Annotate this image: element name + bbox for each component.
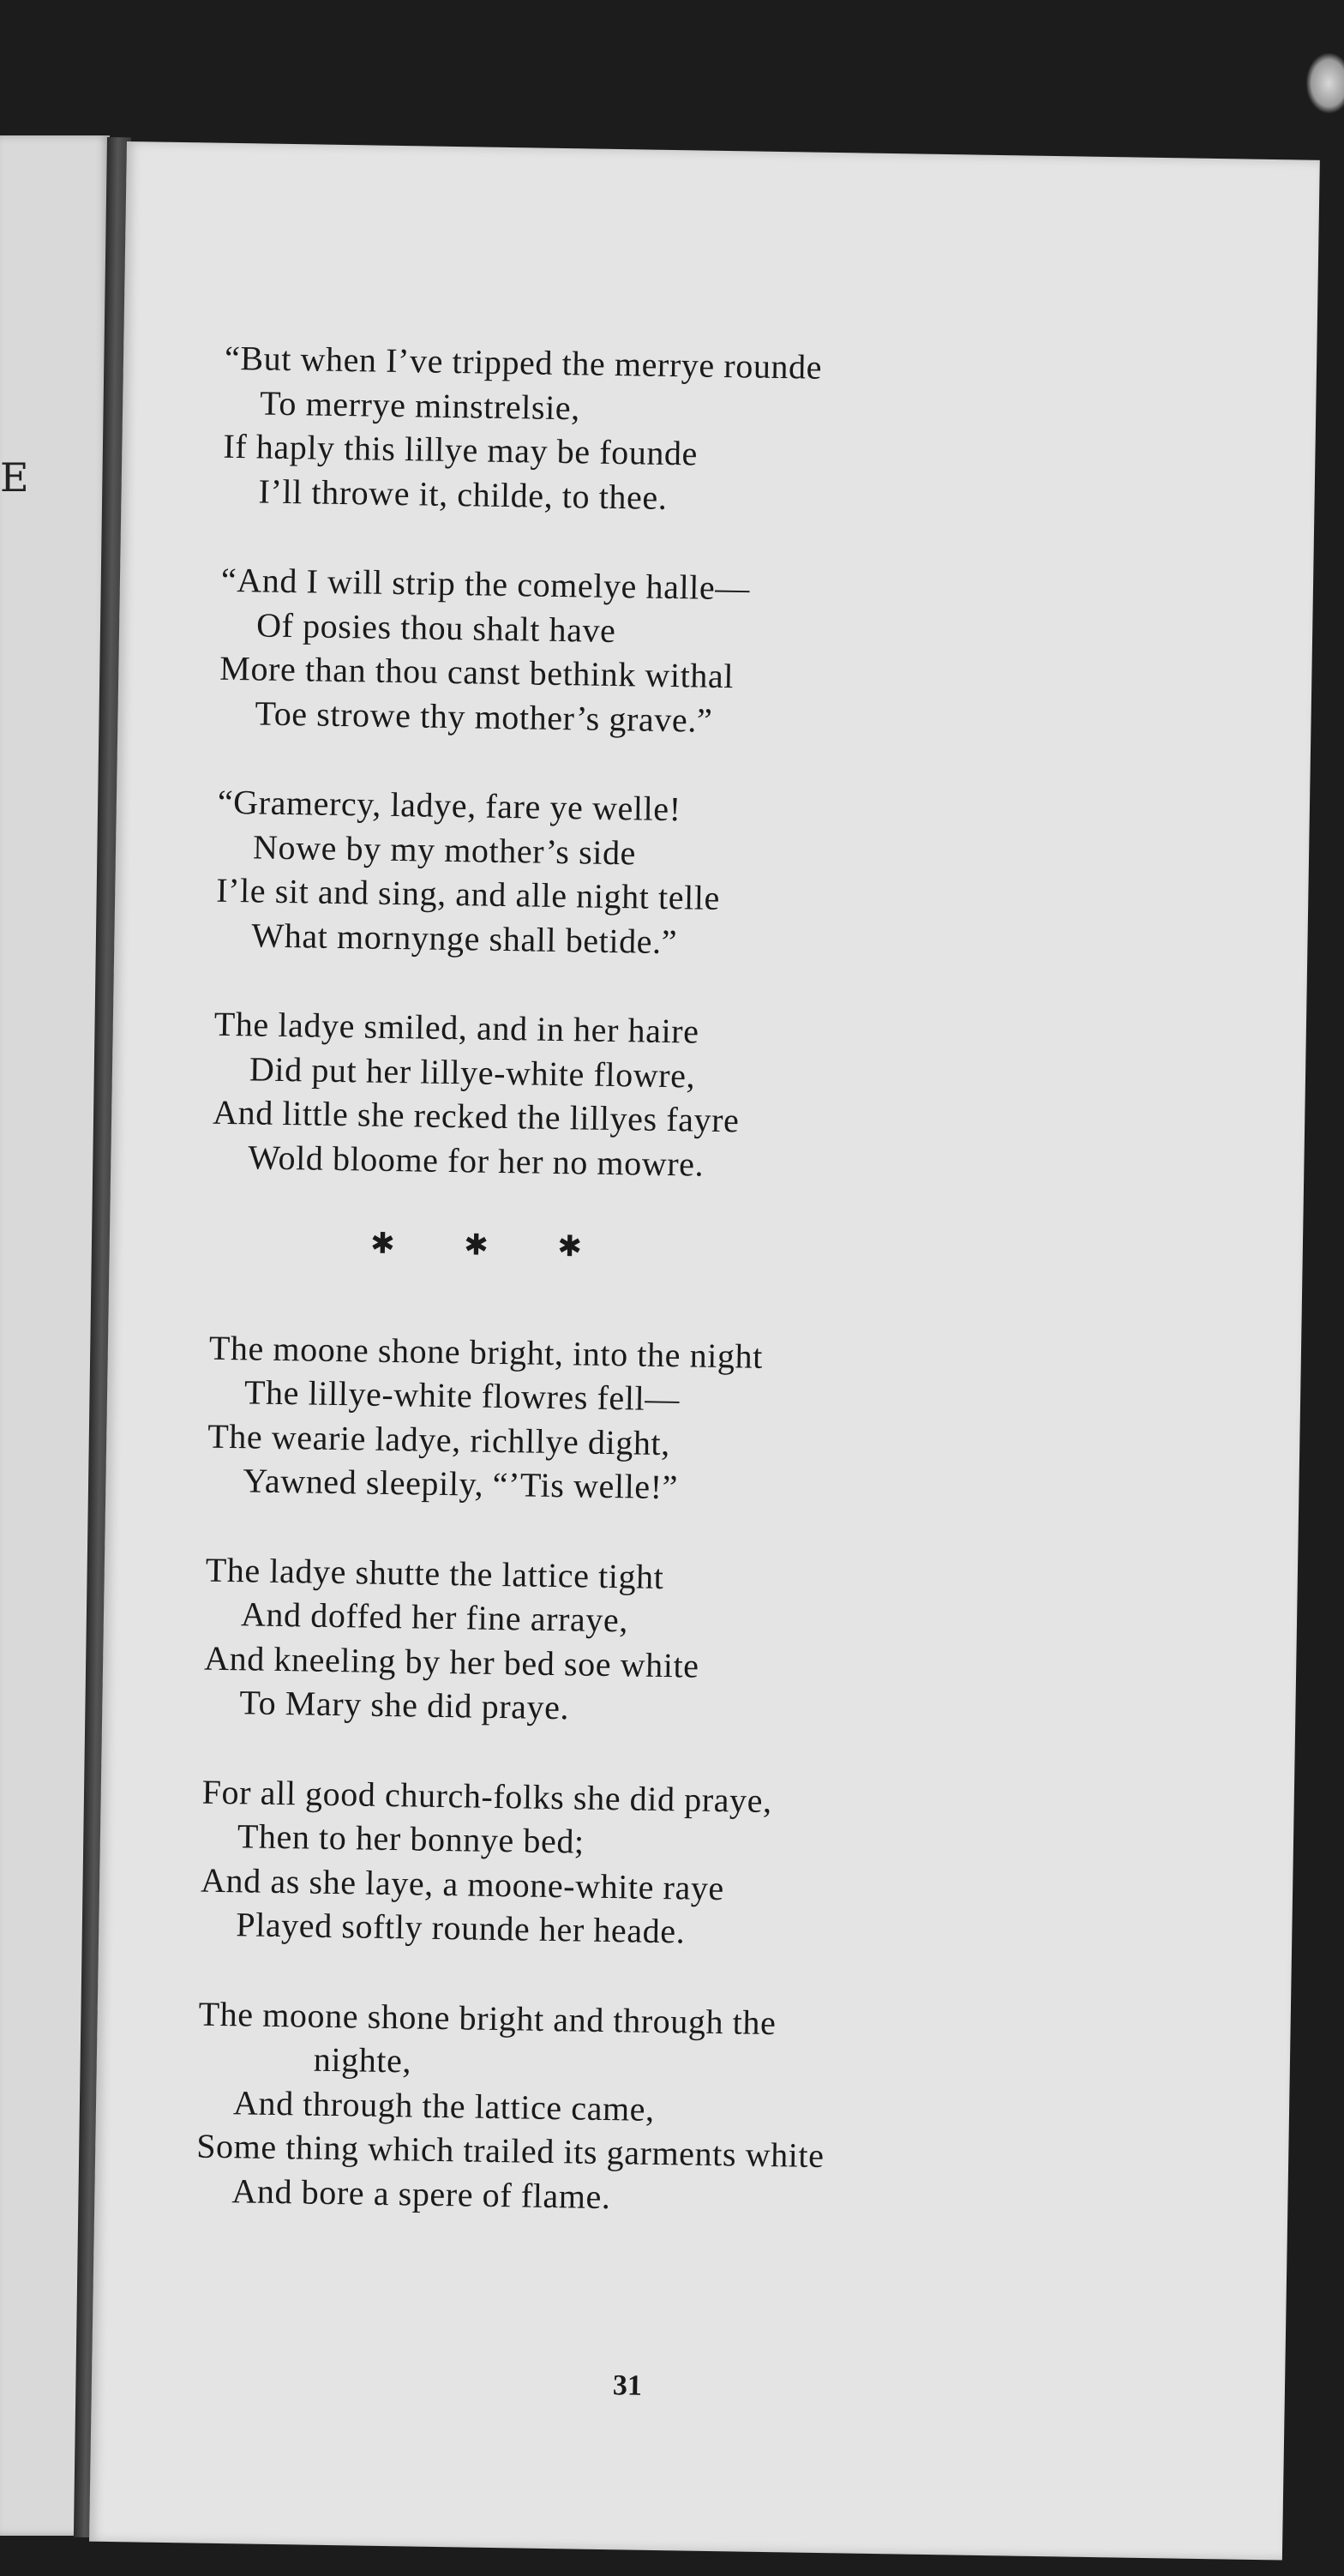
poem-line: The lillye-white flowres fell—: [243, 1372, 681, 1419]
stanza: [219, 558, 1207, 750]
poem-line: nighte,: [313, 2039, 412, 2081]
poem-line: And bore a spere of flame.: [231, 2171, 611, 2216]
asterism-star: ✱: [557, 1231, 583, 1264]
stanza: [215, 780, 1203, 972]
section-separator: [210, 1220, 742, 1272]
poem-line: Of posies thou shalt have: [255, 604, 616, 650]
scan-blot: [1306, 53, 1344, 113]
poem-line: Nowe by my mother’s side: [252, 826, 637, 872]
poem-line: And through the lattice came,: [232, 2082, 656, 2129]
poem-line: More than thou canst bethink withal: [219, 648, 735, 696]
poem-line: And kneeling by her bed soe white: [203, 1638, 699, 1685]
poem-line: For all good church-folks she did praye,: [201, 1772, 773, 1820]
poem-line: The wearie ladye, richllye dight,: [207, 1416, 671, 1462]
poem-line: “Gramercy, ladye, fare ye welle!: [217, 782, 681, 829]
asterism-star: ✱: [463, 1229, 489, 1262]
poem-line: Did put her lillye-white flowre,: [249, 1048, 696, 1096]
poem-line: “And I will strip the comelye halle—: [220, 560, 751, 608]
poem-line: Wold bloome for her no mowre.: [248, 1137, 705, 1184]
poem-line: “But when I’ve tripped the merrye rounde: [224, 338, 823, 387]
stanza: [207, 1325, 1195, 1517]
poem-line: Played softly rounde her heade.: [235, 1905, 686, 1951]
poem-line: Some thing which trailed its garments white: [195, 2126, 825, 2176]
previous-page-letter: E: [0, 454, 29, 501]
poem-line: Toe strowe thy mother’s grave.”: [255, 693, 713, 740]
stanza: [200, 1769, 1188, 1961]
poem-line: I’ll throwe it, childe, to thee.: [258, 471, 668, 517]
stanza: [195, 1991, 1185, 2228]
stanza: [212, 1002, 1200, 1194]
poem-line: Then to her bonnye bed;: [237, 1816, 585, 1861]
stanza: [203, 1547, 1191, 1739]
stanza: [222, 336, 1210, 528]
page-number: 31: [612, 2369, 643, 2402]
poem-line: To Mary she did praye.: [239, 1683, 570, 1727]
poem-line: To merrye minstrelsie,: [259, 382, 581, 427]
poem-line: The ladye smiled, and in her haire: [213, 1004, 699, 1051]
poem-line: Yawned sleepily, “’Tis welle!”: [243, 1461, 679, 1507]
poem-line: The ladye shutte the lattice tight: [205, 1550, 664, 1596]
poem-body: [195, 336, 1210, 2273]
poem-line: What mornynge shall betide.”: [251, 915, 678, 961]
poem-line: If haply this lillye may be founde: [223, 426, 699, 473]
poem-line: I’le sit and sing, and alle night telle: [215, 870, 721, 917]
poem-line: And little she recked the lillyes fayre: [212, 1092, 740, 1140]
book-page: [89, 141, 1320, 2561]
poem-line: And doffed her fine arraye,: [240, 1594, 629, 1640]
poem-line: The moone shone bright, into the night: [208, 1328, 764, 1376]
poem-line: And as she laye, a moone-white raye: [200, 1860, 725, 1907]
asterism-star: ✱: [369, 1228, 396, 1261]
poem-line: The moone shone bright and through the: [198, 1994, 777, 2042]
